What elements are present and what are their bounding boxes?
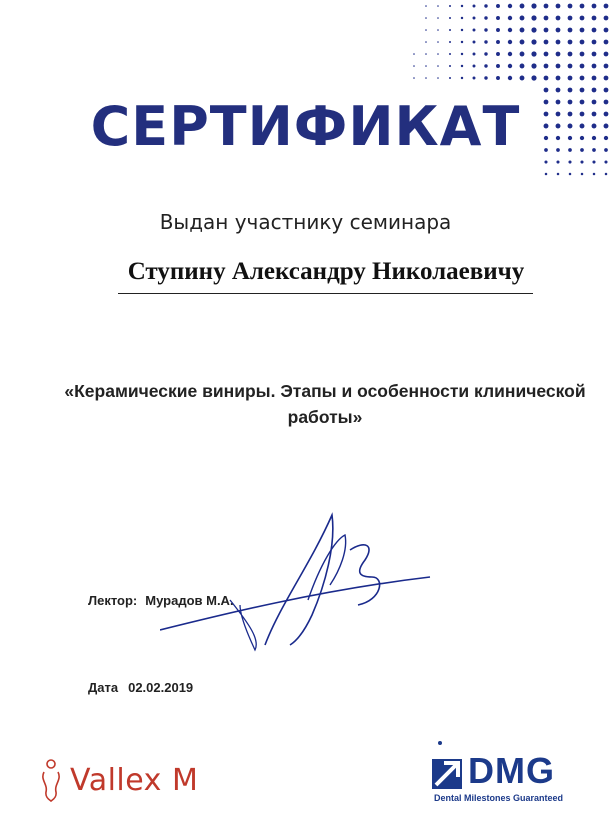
lector-label: Лектор: [88,593,138,608]
decorative-dot [531,75,536,80]
decorative-dot [604,88,609,93]
decorative-dot [425,65,427,67]
decorative-dot [531,51,536,56]
decorative-dot [556,28,561,33]
decorative-dot [461,41,463,43]
decorative-dot [484,40,487,43]
decorative-dot [496,40,500,44]
decorative-dot [593,173,596,176]
decorative-dot [449,77,451,79]
issued-to-text: Выдан участнику семинара [159,210,452,234]
decorative-dot [531,3,536,8]
decorative-dot [437,41,439,43]
decorative-dot [556,160,559,163]
decorative-dot [484,64,487,67]
decorative-dot [592,16,597,21]
decorative-dot [520,4,525,9]
decorative-dot [449,53,451,55]
decorative-dot [544,28,549,33]
decorative-dot [592,88,597,93]
decorative-dot [425,17,427,19]
decorative-dot [544,4,549,9]
decorative-dot [508,4,512,8]
decorative-dot [496,52,500,56]
decorative-dot [496,76,500,80]
date-label: Дата [88,680,119,695]
decorative-dot [520,28,525,33]
decorative-dot [568,40,573,45]
decorative-dot [449,5,451,7]
decorative-dot [556,40,561,45]
decorative-dot [569,173,572,176]
decorative-dot [544,76,549,81]
decorative-dot [425,29,427,31]
recipient-underline [118,293,533,294]
decorative-dot [508,52,512,56]
decorative-dot [520,16,525,21]
decorative-dot [604,4,609,9]
decorative-dot [580,88,585,93]
decorative-dot [604,76,609,81]
decorative-dot [544,40,549,45]
decorative-dot [437,53,439,55]
decorative-dot [449,65,451,67]
decorative-dot [556,4,561,9]
decorative-dot [580,160,583,163]
dmg-dot-decoration [438,741,442,745]
decorative-dot [520,76,525,81]
decorative-dot [531,39,536,44]
decorative-dot [496,64,500,68]
decorative-dot [437,5,439,7]
decorative-dot [437,77,439,79]
decorative-dot [449,17,451,19]
seminar-title: «Керамические виниры. Этапы и особенности клинической работы» [64,381,586,427]
decorative-dot [592,76,597,81]
decorative-dot [580,28,585,33]
decorative-dot [605,173,608,176]
decorative-dot [520,40,525,45]
decorative-dot [580,4,585,9]
recipient-name: Ступину Александру Николаевичу [127,258,525,285]
lector-name: Мурадов М.А. [145,593,234,608]
decorative-dot [604,52,609,57]
decorative-dot [520,64,525,69]
decorative-dot [484,28,487,31]
decorative-dot [556,64,561,69]
decorative-dot [556,88,561,93]
decorative-dot [592,160,595,163]
decorative-dot [544,52,549,57]
decorative-dot [413,77,415,79]
decorative-dot [461,77,463,79]
decorative-dot [531,63,536,68]
decorative-dot [592,52,597,57]
decorative-dot [437,65,439,67]
dmg-wordmark: DMG [468,750,555,791]
decorative-dot [568,52,573,57]
decorative-dot [531,15,536,20]
decorative-dot [544,88,549,93]
decorative-dot [592,4,597,9]
decorative-dot [592,40,597,45]
decorative-dot [581,173,584,176]
decorative-dot [568,28,573,33]
decorative-dot [568,88,573,93]
decorative-dot [425,5,427,7]
decorative-dot [461,5,463,7]
decorative-dot [484,76,487,79]
decorative-dot [473,53,476,56]
decorative-dot [461,17,463,19]
decorative-dot [496,28,500,32]
date-line [88,680,193,695]
decorative-dot [557,173,560,176]
decorative-dot [604,16,609,21]
decorative-dot [484,52,487,55]
decorative-dot [592,64,597,69]
signature [160,505,440,655]
decorative-dot [484,16,487,19]
decorative-dot [568,64,573,69]
decorative-dot [580,76,585,81]
decorative-dot [425,53,427,55]
decorative-dot [544,160,547,163]
decorative-dot [544,64,549,69]
decorative-dot [580,40,585,45]
decorative-dot [449,41,451,43]
decorative-dot [473,77,476,80]
decorative-dot [604,28,609,33]
decorative-dot [568,4,573,9]
decorative-dot [568,160,571,163]
decorative-dot [461,65,463,67]
decorative-dot [496,16,500,20]
decorative-dot [473,17,476,20]
decorative-dot [473,29,476,32]
decorative-dot [473,41,476,44]
decorative-dot [592,28,597,33]
decorative-dot [425,41,427,43]
decorative-dot [580,64,585,69]
decorative-dot [545,173,548,176]
decorative-dot [437,29,439,31]
decorative-dot [449,29,451,31]
decorative-dot [413,65,415,67]
vallex-logo [38,755,198,805]
decorative-dot [580,16,585,21]
certificate-title: СЕРТИФИКАТ [90,95,521,158]
decorative-dot [508,16,512,20]
decorative-dot [413,53,415,55]
decorative-dot [508,76,512,80]
decorative-dot [461,29,463,31]
decorative-dot [604,160,607,163]
dmg-logo [432,745,582,810]
decorative-dot [556,76,561,81]
decorative-dot [556,16,561,21]
decorative-dot [544,16,549,21]
vallex-figure-icon [38,758,64,802]
decorative-dot [461,53,463,55]
dmg-tagline: Dental Milestones Guaranteed [434,793,564,803]
decorative-dot [508,64,512,68]
decorative-dot [604,40,609,45]
decorative-dot [604,64,609,69]
decorative-dot [484,4,487,7]
decorative-dot [556,52,561,57]
decorative-dot [580,52,585,57]
decorative-dot [568,76,573,81]
decorative-dot [473,5,476,8]
dmg-arrow-icon [432,759,462,789]
decorative-dot [496,4,500,8]
vallex-wordmark: Vallex M [70,762,199,798]
decorative-dot [531,27,536,32]
decorative-dot [473,65,476,68]
decorative-dot [508,28,512,32]
decorative-dot [508,40,512,44]
decorative-dot [520,52,525,57]
decorative-dot [568,16,573,21]
decorative-dot [425,77,427,79]
decorative-dot [437,17,439,19]
date-value: 02.02.2019 [128,680,194,695]
